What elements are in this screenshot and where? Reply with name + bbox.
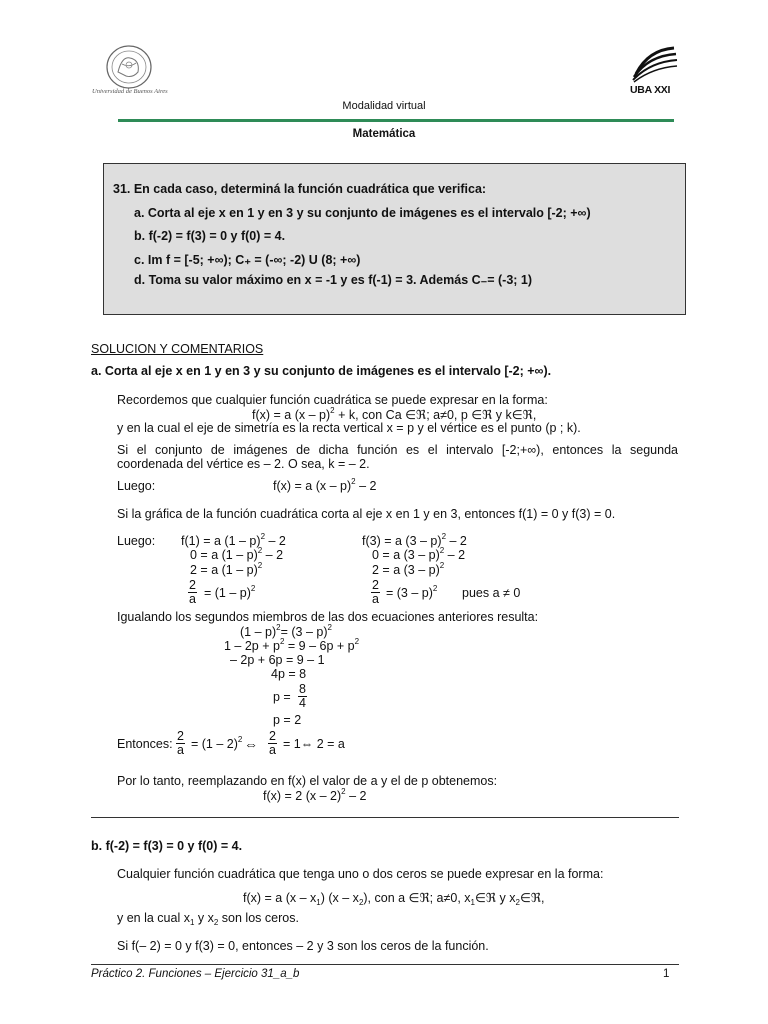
part-a-title: a. Corta al eje x en 1 y en 3 y su conjunto de imágenes es el intervalo [-2; +∞).: [91, 364, 552, 378]
exercise-item-a: a. Corta al eje x en 1 y en 3 y su conjunto de imágenes es el intervalo [-2; +∞): [134, 206, 591, 220]
luego-label: Luego:: [117, 479, 156, 493]
left-equation-2: 0 = a (1 – p)$^2$ – 2: [190, 546, 284, 562]
exercise-item-c: c. Im f = [-5; +∞); C₊ = (-∞; -2) U (8; +∞): [134, 253, 361, 267]
left-equation-1: f(1) = a (1 – p)$^2$ – 2: [181, 532, 286, 548]
luego-formula: f(x) = a (x – p)$^2$ – 2: [273, 477, 377, 493]
page-header-title: Modalidad virtual: [342, 100, 426, 112]
entonces-rhs-1: = (1 – 2)$^2$: [191, 735, 243, 751]
left-equation-3: 2 = a (1 – p)$^2$: [190, 561, 263, 577]
paragraph-b-cualquier: Cualquier función cuadrática que tenga uno o dos ceros se puede expresar en la forma:: [117, 867, 604, 881]
equation-step-6: p = 2: [273, 713, 302, 727]
exercise-item-b: b. f(-2) = f(3) = 0 y f(0) = 4.: [134, 229, 286, 243]
exercise-title: 31. En cada caso, determiná la función cuadrática que verifica:: [113, 182, 487, 196]
equation-step-3: – 2p + 6p = 9 – 1: [230, 653, 325, 667]
equivalence-arrow: ⇔: [244, 736, 258, 752]
factored-form-formula: f(x) = a $(x - x_1)$ $(x - x_2)$, con a ∈ℜ; a≠0, $x_1\in ℜ$ y $x_2\in ℜ$,: [243, 891, 545, 907]
paragraph-igualando: Igualando los segundos miembros de las dos ecuaciones anteriores resulta:: [117, 610, 539, 624]
paragraph-por-lo-tanto: Por lo tanto, reemplazando en f(x) el valor de a y el de p obtenemos:: [117, 774, 498, 788]
exercise-box: [103, 163, 686, 315]
entonces-fraction-2: $\frac{2}{a}$: [269, 729, 276, 757]
footer-divider: [91, 964, 679, 965]
entonces-label: Entonces:: [117, 737, 173, 751]
footer-text: Práctico 2. Funciones – Ejercicio 31_a_b: [91, 968, 300, 980]
right-equation-3: 2 = a (3 – p)$^2$: [372, 561, 445, 577]
paragraph-b-si: Si f(– 2) = 0 y f(3) = 0, entonces – 2 y 3 son los ceros de la función.: [117, 939, 489, 953]
right-equation-1: f(3) = a (3 – p)$^2$ – 2: [362, 532, 467, 548]
equation-step-4: 4p = 8: [271, 667, 307, 681]
final-formula: f(x) = 2 (x – 2)$^2$ – 2: [263, 787, 367, 803]
entonces-rhs-2: = 1⇔ 2 = a: [283, 737, 345, 751]
general-form-formula: f(x) = a (x – p)$^2$ + k, con Ca ∈ℜ; a≠0, p ∈ℜ y k∈ℜ,: [252, 406, 537, 422]
header-divider: [118, 119, 674, 122]
paragraph-imagenes-line2: coordenada del vértice es – 2. O sea, k = – 2.: [117, 457, 370, 471]
right-equation-2: 0 = a (3 – p)$^2$ – 2: [372, 546, 466, 562]
left-fraction: $\frac{2}{a}$: [189, 578, 196, 606]
section-divider: [91, 817, 679, 818]
equation-step-5-fraction: $\frac{8}{4}$: [299, 682, 306, 710]
right-fraction: $\frac{2}{a}$: [372, 578, 379, 606]
exercise-item-d: d. Toma su valor máximo en x = -1 y es f(-1) = 3. Además C₋= (-3; 1): [134, 273, 533, 287]
equation-step-5-lhs: p =: [273, 690, 291, 704]
university-seal-icon: [100, 44, 158, 90]
equation-step-1: (1 – p)$^2$= (3 – p)$^2$: [240, 623, 332, 639]
page-number: 1: [663, 968, 670, 980]
subject-title: Matemática: [352, 128, 416, 140]
paragraph-imagenes-line1: Si el conjunto de imágenes de dicha función es el intervalo [-2;+∞), entonces la segunda: [117, 443, 678, 457]
equation-step-2: $1 - 2p + p^2 = 9 - 6p + p^2$: [224, 637, 360, 653]
left-fraction-rhs: = (1 – p)$^2$: [204, 584, 256, 600]
pues-note: pues a ≠ 0: [462, 586, 521, 600]
paragraph-recordemos: Recordemos que cualquier función cuadrática se puede expresar en la forma:: [117, 393, 548, 407]
entonces-fraction-1: $\frac{2}{a}$: [177, 729, 184, 757]
paragraph-eje-simetria: y en la cual el eje de simetría es la recta vertical x = p y el vértice es el punto (p ; k).: [117, 421, 581, 435]
solution-section-title: SOLUCION Y COMENTARIOS: [91, 342, 264, 356]
paragraph-b-ceros: y en la cual $x_1$ y $x_2$ son los ceros.: [117, 911, 299, 927]
logo-text: UBA XXI: [630, 84, 671, 96]
uba-xxi-logo: [628, 44, 680, 98]
part-b-title: b. f(-2) = f(3) = 0 y f(0) = 4.: [91, 839, 243, 853]
right-fraction-rhs: = (3 – p)$^2$: [386, 584, 438, 600]
luego2-label: Luego:: [117, 534, 156, 548]
seal-caption: Universidad de Buenos Aires: [92, 88, 168, 95]
paragraph-corta-eje: Si la gráfica de la función cuadrática corta al eje x en 1 y en 3, entonces f(1) = 0 y f(3) = 0.: [117, 507, 616, 521]
